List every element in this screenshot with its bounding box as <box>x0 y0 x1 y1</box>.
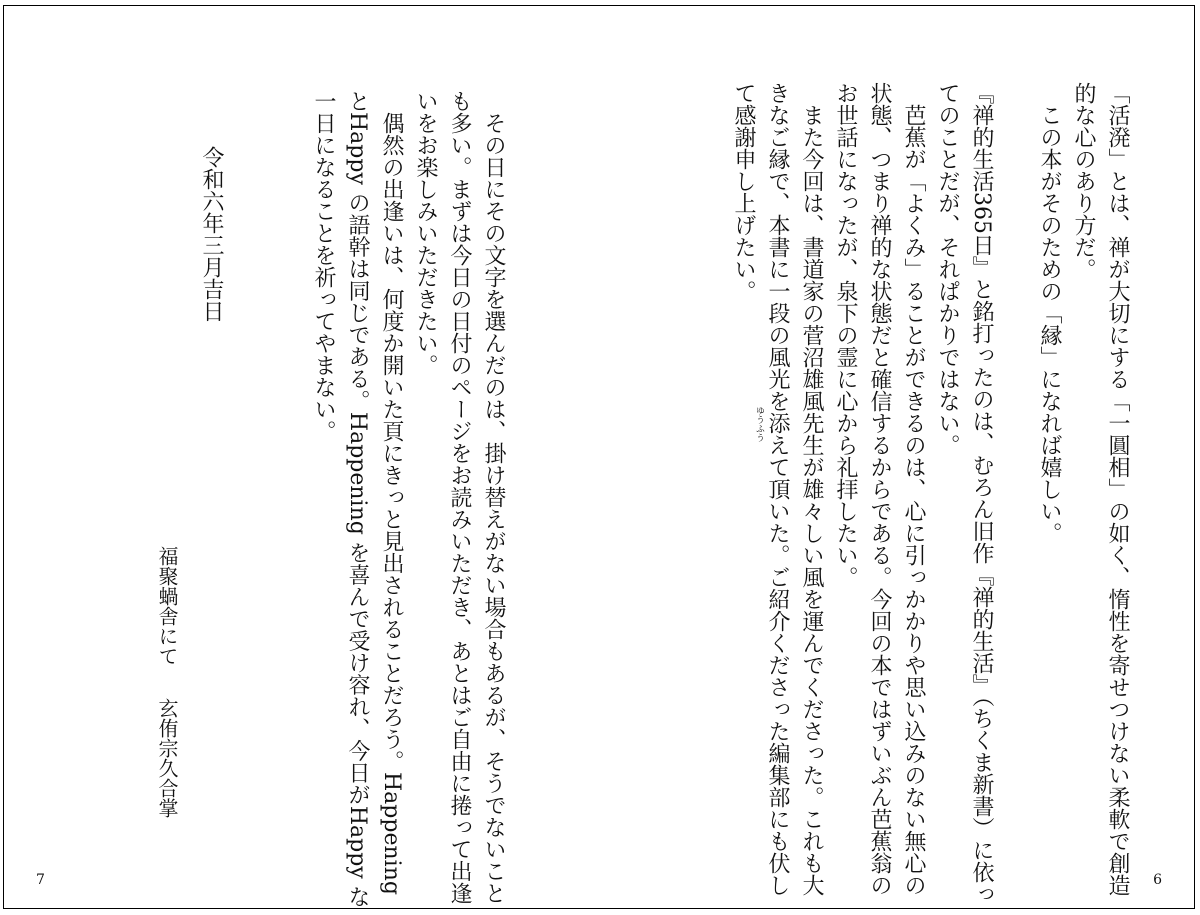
text-line: 「活溌」とは、禅が大切にする「一圓相」の如く、惰性を寄せつけない柔軟で創造 <box>1105 82 1130 896</box>
text-line: その日にその文字を選んだのは、掛け替えがない場合もあるが、そうでないこと <box>481 90 506 904</box>
furigana-ruby: ゆうふう <box>754 406 764 442</box>
text-line <box>998 82 1032 862</box>
text-line: とHappy の語幹は同じである。Happening を喜んで受け容れ、今日がHappy な <box>345 90 370 908</box>
signature-name: 玄侑宗久合掌 <box>155 698 179 818</box>
text-line: 芭蕉が「よくみ」ることができるのは、心に引っかかりや思い込みのない無心の <box>901 82 926 896</box>
right-page-body <box>726 82 1134 905</box>
text-line: も多い。まずは今日の日付のページをお読みいただき、あとはご自由に捲って出逢 <box>447 90 472 904</box>
text-line: 偶然の出逢いは、何度か開いた頁にきっと見出されることだろう。Happening <box>379 90 404 895</box>
text-line: いをお楽しみいただきたい。 <box>413 90 438 376</box>
signature-place: 福聚蝸舎にて <box>155 546 179 666</box>
text-line: また今回は、書道家の菅沼雄風先生が雄々しい風を運んでくださった。これも大 <box>799 82 824 896</box>
text-line: 状態、つまり禅的な状態だと確信するからである。今回の本ではずいぶん芭蕉翁の <box>867 82 892 896</box>
text-line: 『禅的生活365日』と銘打ったのは、むろん旧作『禅的生活』（ちくま新書）に依っ <box>969 82 994 905</box>
text-line: 的な心のあり方だ。 <box>1071 82 1096 280</box>
page-number-right: 6 <box>1153 872 1162 888</box>
page-number-left: 7 <box>36 872 45 888</box>
text-line: お世話になったが、泉下の霊に心から礼拝したい。 <box>833 82 858 588</box>
text-line: きなご縁で、本書に一段の風光を添えて頂いた。ご紹介くださった編集部にも伏し <box>765 82 790 896</box>
left-page-body <box>306 90 510 908</box>
book-spread <box>3 5 1195 909</box>
text-line: て感謝申し上げたい。 <box>731 82 756 302</box>
text-line: てのことだが、それぱかりではない。 <box>935 82 960 456</box>
text-line: この本がそのための「縁」になれば嬉しい。 <box>1037 82 1062 544</box>
date-line: 令和六年三月吉日 <box>199 146 224 322</box>
text-line: 一日になることを祈ってやまない。 <box>311 90 336 442</box>
